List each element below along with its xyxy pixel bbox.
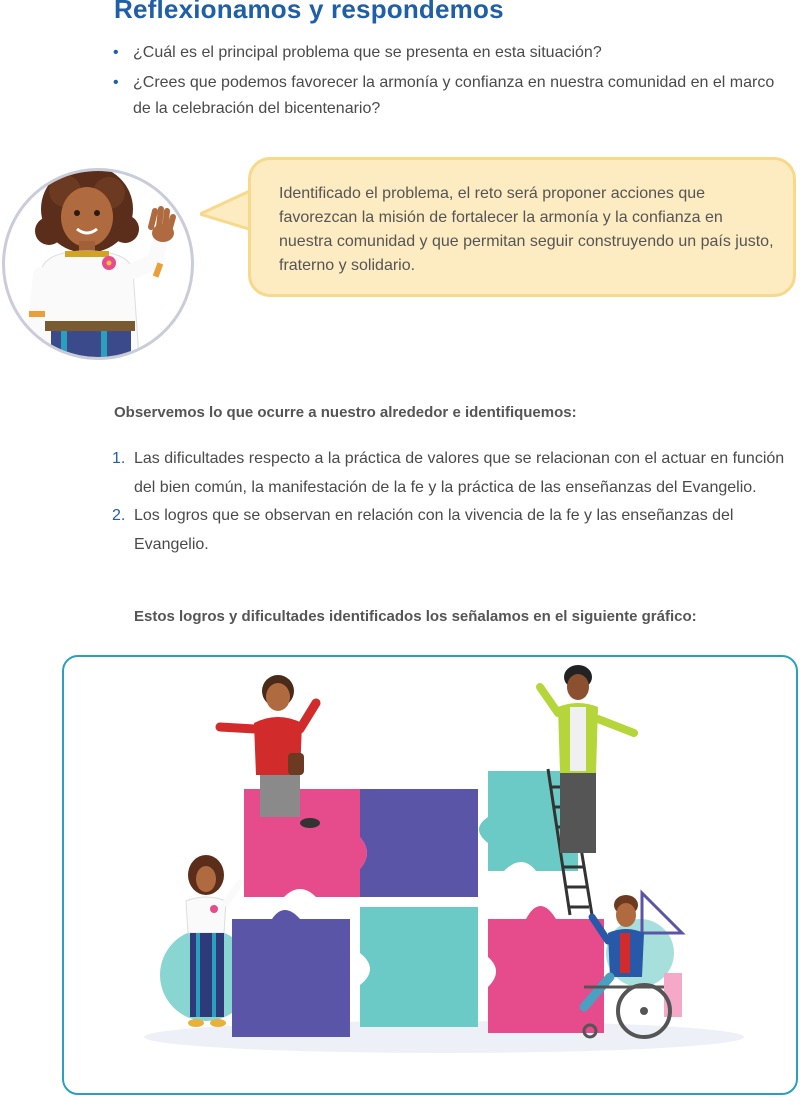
speech-bubble-text: Identificado el problema, el reto será proponer acciones que favorezcan la misión de fortalecer la armonía y la confianza en nuestra comunidad y que permitan seguir construyendo un país justo, fraterno y solidario.	[279, 185, 774, 274]
puzzle-illustration	[64, 657, 796, 1093]
observe-heading: Observemos lo que ocurre a nuestro alrededor e identifiquemos:	[114, 404, 577, 421]
puzzle-piece-pink	[488, 906, 604, 1033]
page-title: Reflexionamos y respondemos	[114, 0, 504, 24]
list-item	[112, 502, 800, 559]
puzzle-graphic-frame	[62, 655, 798, 1095]
item-text: Las dificultades respecto a la práctica de valores que se relacionan con el actuar en función del bien común, la manifestación de la fe y la práctica de las enseñanzas del Evangelio.	[134, 450, 785, 496]
observation-list	[112, 445, 800, 559]
item-number: 2.	[112, 507, 126, 524]
list-item	[112, 445, 800, 502]
graphic-intro: Estos logros y dificultades identificados los señalamos en el siguiente gráfico:	[134, 608, 697, 625]
item-number: 1.	[112, 450, 126, 467]
puzzle-piece-purple	[360, 789, 478, 897]
student-avatar	[2, 168, 194, 360]
reflection-questions	[113, 40, 793, 126]
puzzle-piece-purple	[232, 910, 350, 1037]
item-text: Los logros que se observan en relación con la vivencia de la fe y las enseñanzas del Evangelio.	[134, 507, 734, 553]
speech-bubble	[248, 157, 796, 297]
girl-waving-illustration	[5, 171, 191, 357]
speech-bubble-tail	[200, 186, 254, 236]
question-item: • ¿Crees que podemos favorecer la armonía y confianza en nuestra comunidad en el marco de la celebración del bicentenario?	[113, 70, 793, 122]
puzzle-piece-teal	[360, 907, 478, 1027]
question-item: • ¿Cuál es el principal problema que se presenta en esta situación?	[113, 40, 793, 66]
